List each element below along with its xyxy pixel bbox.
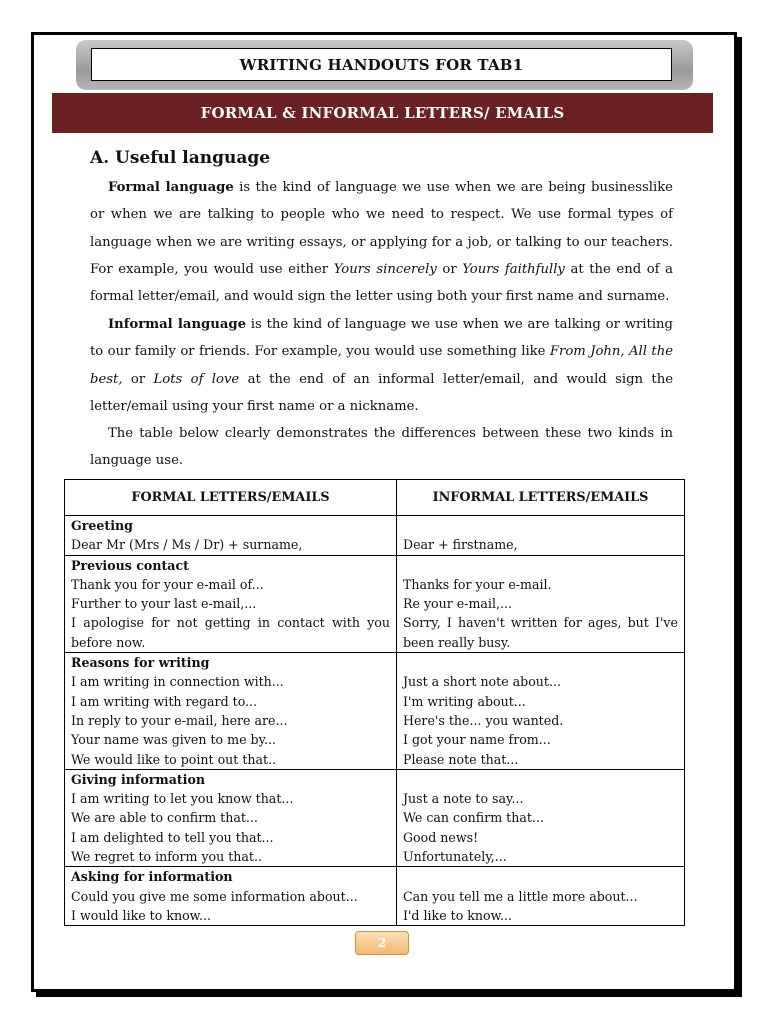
group-spacer bbox=[403, 556, 678, 575]
table-row bbox=[65, 516, 685, 556]
column-header-formal: FORMAL LETTERS/EMAILS bbox=[65, 480, 397, 516]
formal-cell bbox=[65, 867, 397, 926]
formal-cell bbox=[65, 653, 397, 770]
informal-phrase: Sorry, I haven't written for ages, but I've been really busy. bbox=[403, 615, 678, 650]
informal-phrase: Just a note to say... bbox=[403, 791, 524, 807]
table-body bbox=[65, 516, 685, 926]
formal-cell bbox=[65, 516, 397, 556]
formal-phrase: I would like to know... bbox=[71, 907, 211, 923]
formal-phrase: We regret to inform you that.. bbox=[71, 849, 262, 865]
informal-phrase: Thanks for your e-mail. bbox=[403, 576, 552, 592]
text-span: at the end of a formal letter/email, and would sign the letter using both your first name and surname. bbox=[90, 261, 673, 305]
formal-phrase: I am delighted to tell you that... bbox=[71, 829, 274, 845]
term-formal-language: Formal language bbox=[108, 180, 234, 195]
text-span: is the kind of language we use when we are being businesslike or when we are talking to people who we need to respect. We use formal types of language when we are writing essays, or applying for a job, or talking to our teachers. For example, you would use either bbox=[90, 180, 673, 277]
group-title: Greeting bbox=[71, 518, 133, 533]
italic-phrase: Lots of love bbox=[153, 371, 240, 387]
informal-phrase: Here's the... you wanted. bbox=[403, 712, 564, 728]
informal-cell bbox=[397, 516, 685, 556]
text-span: or bbox=[436, 261, 463, 277]
group-title: Reasons for writing bbox=[71, 655, 210, 671]
group-spacer bbox=[403, 867, 678, 886]
italic-phrase: From John, All the best, bbox=[90, 344, 673, 387]
paragraph-table-intro bbox=[90, 420, 673, 475]
informal-cell bbox=[397, 653, 685, 770]
informal-phrase: We can confirm that... bbox=[403, 810, 544, 826]
formal-phrase: We are able to confirm that... bbox=[71, 810, 258, 826]
informal-cell bbox=[397, 867, 685, 926]
page-number: 2 bbox=[355, 931, 409, 955]
group-title: Asking for information bbox=[71, 869, 233, 885]
formal-phrase: I am writing to let you know that... bbox=[71, 791, 294, 807]
group-spacer bbox=[403, 516, 678, 535]
formal-phrase: Could you give me some information about... bbox=[71, 888, 358, 904]
informal-phrase: Good news! bbox=[403, 829, 479, 845]
comparison-table bbox=[64, 479, 685, 926]
informal-phrase: Re your e-mail,... bbox=[403, 596, 512, 612]
handout-title: WRITING HANDOUTS FOR TAB1 bbox=[91, 48, 672, 81]
table-intro-text: The table below clearly demonstrates the differences between these two kinds in language use. bbox=[90, 426, 673, 469]
formal-phrase: Dear Mr (Mrs / Ms / Dr) + surname, bbox=[71, 537, 303, 553]
formal-phrase: I am writing in connection with... bbox=[71, 674, 284, 690]
group-title: Previous contact bbox=[71, 557, 189, 573]
formal-phrase: Thank you for your e-mail of... bbox=[71, 576, 264, 592]
informal-phrase: Unfortunately,... bbox=[403, 849, 507, 865]
table-row bbox=[65, 555, 685, 652]
formal-phrase: We would like to point out that.. bbox=[71, 751, 277, 767]
informal-cell bbox=[397, 769, 685, 866]
informal-phrase: I got your name from... bbox=[403, 732, 551, 748]
group-title: Giving information bbox=[71, 771, 206, 787]
informal-phrase: Dear + firstname, bbox=[403, 537, 518, 553]
formal-cell bbox=[65, 769, 397, 866]
informal-cell bbox=[397, 555, 685, 652]
paragraph-informal-language bbox=[90, 311, 673, 420]
section-heading: A. Useful language bbox=[90, 148, 271, 168]
text-span: is the kind of language we use when we are talking or writing to our family or friends. For example, you would use something like bbox=[90, 317, 673, 360]
formal-phrase: I apologise for not getting in contact with you before now. bbox=[71, 615, 390, 650]
group-spacer bbox=[403, 770, 678, 789]
table-header-row bbox=[65, 480, 685, 516]
text-span: or bbox=[122, 371, 154, 387]
table-row bbox=[65, 653, 685, 770]
formal-phrase: Your name was given to me by... bbox=[71, 732, 277, 748]
section-banner: FORMAL & INFORMAL LETTERS/ EMAILS bbox=[52, 93, 713, 133]
informal-phrase: Can you tell me a little more about... bbox=[403, 888, 638, 904]
group-spacer bbox=[403, 653, 678, 672]
italic-phrase: Yours sincerely bbox=[333, 261, 437, 277]
text-span: at the end of an informal letter/email, and would sign the letter/email using your first name or a nickname. bbox=[90, 371, 673, 414]
italic-phrase: Yours faithfully bbox=[462, 261, 565, 277]
formal-phrase: In reply to your e-mail, here are... bbox=[71, 712, 288, 728]
table-row bbox=[65, 867, 685, 926]
formal-phrase: I am writing with regard to... bbox=[71, 693, 258, 709]
informal-phrase: Just a short note about... bbox=[403, 674, 561, 690]
formal-cell bbox=[65, 555, 397, 652]
informal-phrase: I'd like to know... bbox=[403, 907, 512, 923]
formal-phrase: Further to your last e-mail,... bbox=[71, 596, 257, 612]
column-header-informal: INFORMAL LETTERS/EMAILS bbox=[397, 480, 685, 516]
table-row bbox=[65, 769, 685, 866]
informal-phrase: I'm writing about... bbox=[403, 693, 526, 709]
informal-phrase: Please note that... bbox=[403, 751, 519, 767]
term-informal-language: Informal language bbox=[108, 317, 246, 332]
paragraph-formal-language bbox=[90, 174, 673, 310]
